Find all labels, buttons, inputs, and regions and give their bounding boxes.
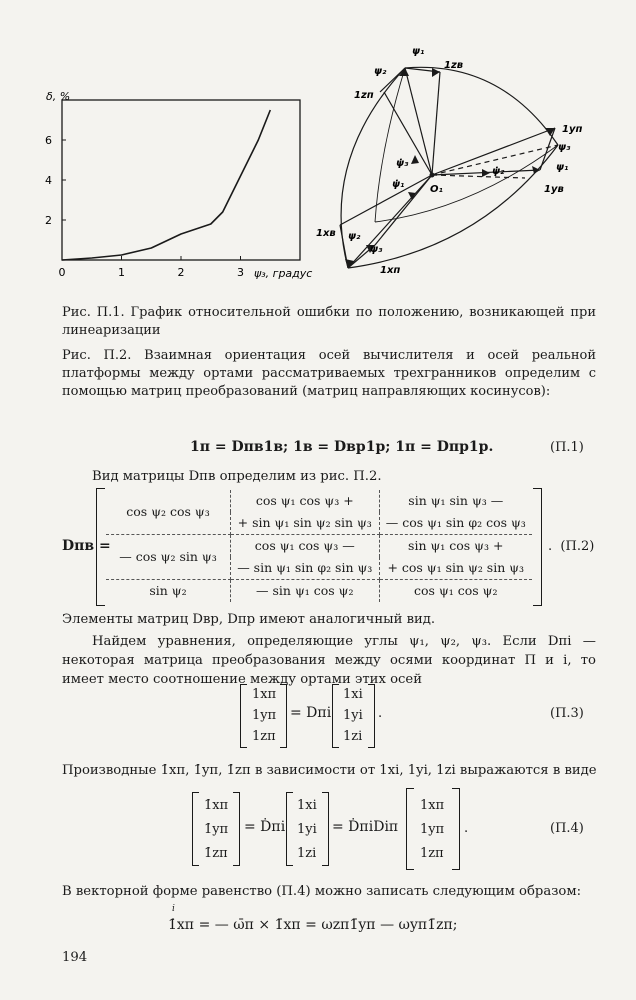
label-psi1-top: ψ₁ [412,46,425,57]
eq4-left-vector [204,794,228,866]
eq4-left-item: 1̇yп [204,822,229,837]
y-tick-label: 2 [45,214,52,227]
label-1zv: 1zв [444,60,464,71]
matrix-cell: cos ψ₁ cos ψ₃ + [231,490,380,512]
matrix-cell: cos ψ₁ cos ψ₃ — [231,535,380,558]
eq4-dot: . [464,821,469,836]
eq4-mid-vector [297,794,317,866]
sphere-arc-top [405,67,558,145]
eq5: 1̇xп = — ω̄п × 1̄xп = ωzп1̄yп — ωyп1̄zп; [168,917,458,933]
matrix-cell: + cos ψ₁ sin ψ₂ sin ψ₃ [379,557,532,580]
y-tick-label: 6 [45,134,52,147]
error-curve-line [62,110,270,260]
x-tick-label: 3 [237,266,244,279]
matrix-cell: + sin ψ₁ sin ψ₂ sin ψ₃ [231,512,380,535]
eq4-right-item: 1zп [420,846,444,861]
label-1zp: 1zп [354,90,374,101]
label-psi3-r: ψ₃ [558,142,571,153]
caption-fig1: Рис. П.1. График относительной ошибки по положению, возникающей при линеаризации [62,305,596,338]
label-o1: O₁ [430,184,443,195]
matrix-bracket-right [533,488,542,606]
label-psi3-dot: ψ̇₃ [396,158,409,169]
eq3-bracket-left [240,684,247,748]
eq3-left-item: 1xп [252,687,277,702]
eq4-mid-item: 1xi [297,798,317,813]
x-tick-label: 2 [177,266,185,279]
label-psi2-top: ψ₂ [374,66,387,77]
matrix-lhs: Dпв = [62,538,111,554]
eq4-mid1: = Ḋпi [244,819,286,835]
x-tick-label: 1 [118,266,125,279]
eq4-right-item: 1yп [420,822,445,837]
eq4-right-vector [420,794,444,866]
eq3-left-item: 1zп [252,729,276,744]
origin-o1 [430,173,435,178]
matrix-cell: cos ψ₂ cos ψ₃ [106,490,231,535]
matrix-cell: — sin ψ₁ sin φ₂ sin ψ₃ [231,557,380,580]
eq4-mid2: = ḊпiDiп [332,819,399,835]
label-1yp: 1yп [562,124,583,135]
fig1-xlabel: ψ₃, градус [254,267,313,280]
eq3-right-item: 1zi [343,729,363,744]
equation-p1: 1п = Dпв1в; 1в = Dвp1p; 1п = Dпp1p. [190,439,494,455]
eq3-left-vector [252,684,276,747]
eq4-mid-item: 1yi [297,822,317,837]
inner-arc-2 [375,68,405,222]
eq4-b2r [322,792,329,866]
page-number: 194 [62,950,88,965]
label-psi2-b: ψ₂ [348,231,361,242]
eq4-number: (П.4) [550,821,584,836]
eq3-right-item: 1yi [343,708,363,723]
eq3-bracket-right2-left [332,684,339,748]
label-1xv: 1xв [316,228,336,239]
eq3-mid: = Dпi [290,705,332,721]
matrix-cell: — cos ψ₂ sin ψ₃ [106,535,231,580]
caption-fig2: Рис. П.2. Взаимная ориентация осей вычислителя и осей реальной платформы между ортами рассматриваемых трехгранников определим с помощью матриц преобразований (матриц направляющих косинусов): [62,348,596,399]
figure2-diagram [300,40,600,280]
equation-p1-number: (П.1) [550,440,584,455]
matrix-cell: cos ψ₁ cos ψ₂ [414,583,498,598]
eq3-number: (П.3) [550,706,584,721]
elements-text: Элементы матриц Dвp, Dпp имеют аналогичный вид. [62,612,436,627]
label-psi1-r: ψ₁ [556,162,569,173]
eq4-mid-item: 1zi [297,846,317,861]
eq5-top-mark: i [172,904,175,914]
matrix-cell: sin ψ₁ sin ψ₃ — [408,493,504,508]
label-psi3-b: ψ₃ [370,244,383,255]
matrix-dpv [106,490,532,602]
label-psi1-dot: ψ̇₁ [392,179,405,190]
matrix-bracket-left [96,488,105,606]
eq3-bracket-right2-right [368,684,375,748]
eq4-left-item: 1̇zп [204,846,228,861]
x-tick-label: 0 [58,266,66,279]
eq4-b2l [286,792,293,866]
matrix-cell: sin ψ₁ cos ψ₃ + [408,538,504,553]
figure1-chart [40,80,330,280]
eq4-b1r [233,792,240,866]
eq4-right-item: 1xп [420,798,445,813]
label-1yv: 1yв [544,184,564,195]
label-1xp: 1xп [380,265,401,276]
matrix-cell: — sin ψ₁ cos ψ₂ [231,580,380,603]
matrix-number: . (П.2) [548,539,595,554]
vector-form-text: В векторной форме равенство (П.4) можно записать следующим образом: [62,884,582,899]
eq3-right-item: 1xi [343,687,363,702]
find-text: Найдем уравнения, определяющие углы ψ₁, ψ₂, ψ₃. Если Dпi — некоторая матрица преобразования между осями координат П и i, то имеет место соотношение между ортами этих осей [62,634,596,687]
eq3-left-item: 1yп [252,708,277,723]
label-psi2-dot: ψ̇₂ [492,166,505,177]
matrix-number-text: (П.2) [560,539,595,554]
matrix-cell: sin ψ₂ [106,580,231,603]
eq4-b3r [452,788,460,870]
matrix-cell: — cos ψ₁ sin φ₂ cos ψ₃ [379,512,532,535]
derivatives-text: Производные 1̇xп, 1̇yп, 1̇zп в зависимости от 1xi, 1yi, 1zi выражаются в виде [62,763,597,778]
matrix-intro-text: Вид матрицы Dпв определим из рис. П.2. [92,469,382,484]
eq3-right-vector [343,684,363,747]
eq3-dot: . [378,706,383,721]
eq3-bracket-right [280,684,287,748]
eq4-b1l [192,792,199,866]
eq4-left-item: 1̇xп [204,798,229,813]
eq4-b3l [406,788,414,870]
fig1-ylabel: δ, % [46,90,71,103]
y-tick-label: 4 [45,174,52,187]
